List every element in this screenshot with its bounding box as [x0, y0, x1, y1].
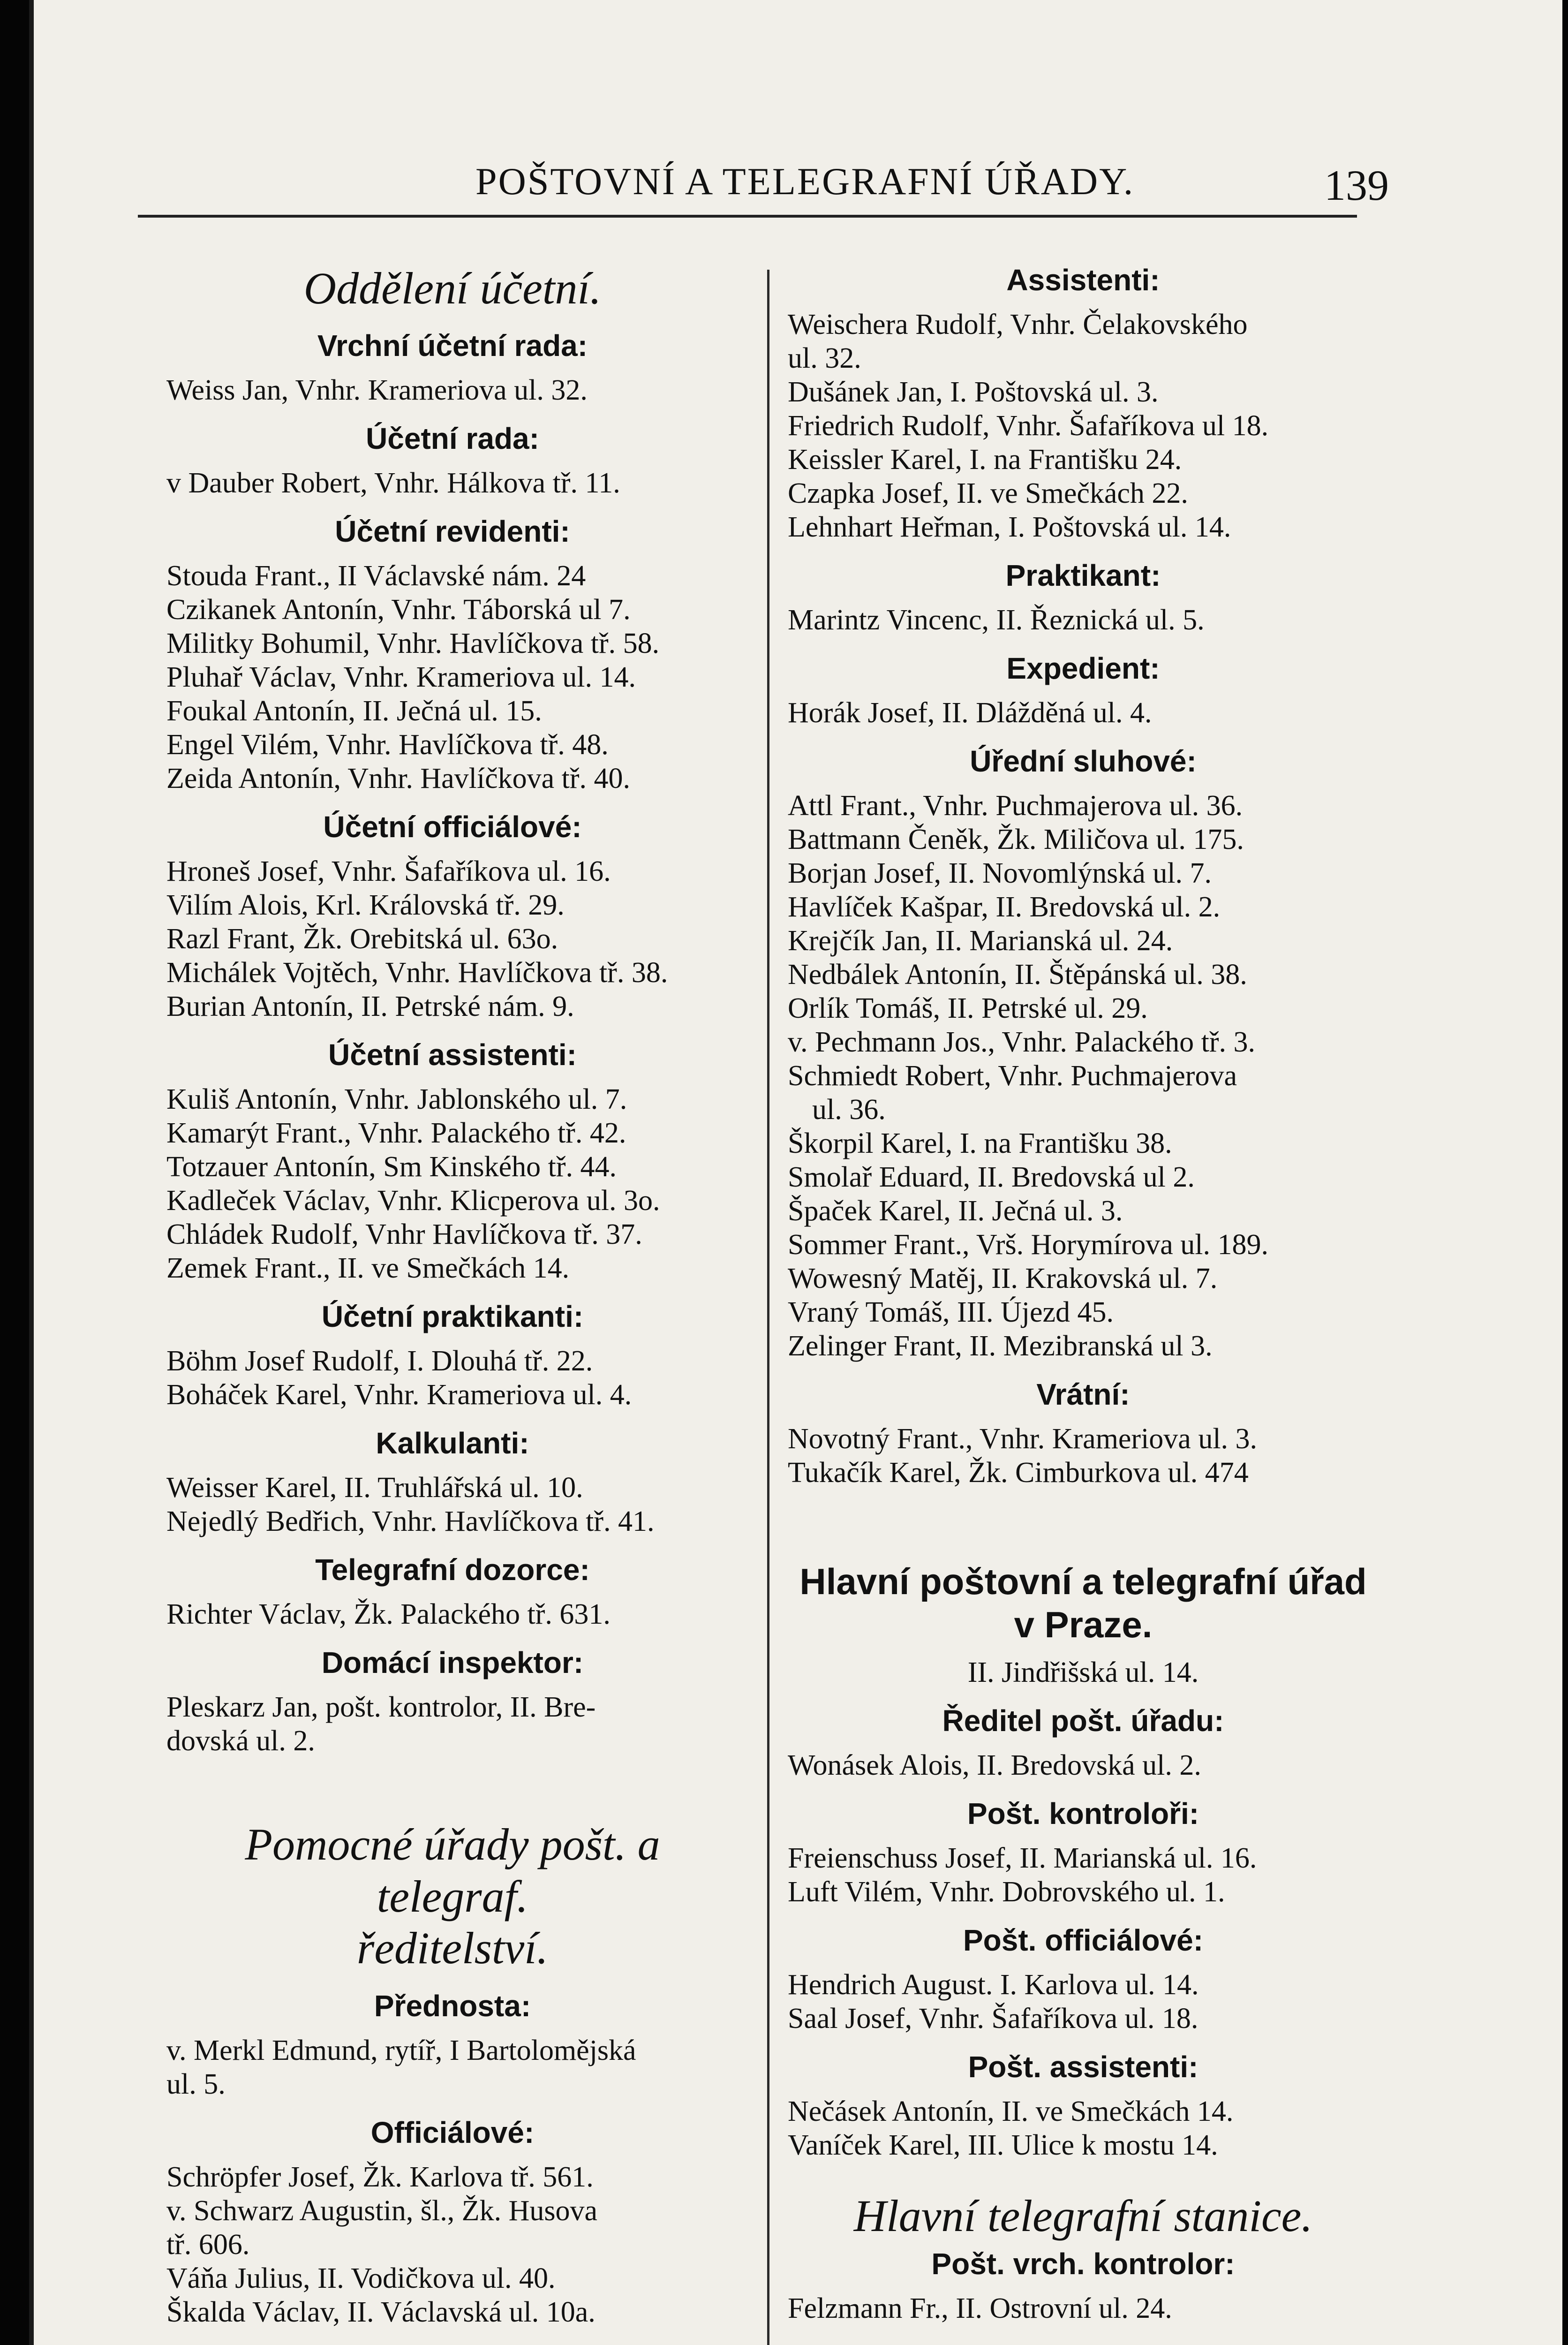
page-header — [138, 159, 1389, 225]
heading-prednosta: Přednosta: — [374, 1989, 531, 2023]
list-item: Friedrich Rudolf, Vnhr. Šafaříkova ul 18. — [788, 410, 1269, 442]
heading-ucetni-praktikanti: Účetní praktikanti: — [321, 1300, 584, 1334]
list-item: tř. 606. — [166, 2228, 250, 2261]
heading-vrchni-ucetni-rada: Vrchní účetní rada: — [317, 329, 588, 363]
list-item: Borjan Josef, II. Novomlýnská ul. 7. — [788, 857, 1212, 889]
list-item: Vilím Alois, Krl. Královská tř. 29. — [166, 889, 565, 922]
list-item: Smolař Eduard, II. Bredovská ul 2. — [788, 1161, 1195, 1193]
list-item: Hroneš Josef, Vnhr. Šafaříkova ul. 16. — [166, 855, 611, 888]
section-title-line: Pomocné úřady pošt. a telegraf. — [245, 1819, 660, 1921]
list-item: Špaček Karel, II. Ječná ul. 3. — [788, 1195, 1123, 1227]
list-item: Sommer Frant., Vrš. Horymírova ul. 189. — [788, 1229, 1268, 1261]
list-item: Wonásek Alois, II. Bredovská ul. 2. — [788, 1749, 1201, 1782]
list-item: Škalda Václav, II. Václavská ul. 10a. — [166, 2296, 596, 2328]
list-item: Burian Antonín, II. Petrské nám. 9. — [166, 991, 574, 1023]
heading-telegrafni-dozorce: Telegrafní dozorce: — [315, 1553, 590, 1587]
heading-asistenti: Assistenti: — [1006, 263, 1160, 297]
list-item: Havlíček Kašpar, II. Bredovská ul. 2. — [788, 891, 1221, 923]
list-item: Kamarýt Frant., Vnhr. Palackého tř. 42. — [166, 1117, 626, 1150]
heading-oficialove: Officiálové: — [370, 2115, 535, 2149]
list-item: Krejčík Jan, II. Marianská ul. 24. — [788, 925, 1173, 957]
list-item: Keissler Karel, I. na Františku 24. — [788, 444, 1182, 476]
list-item: Kadleček Václav, Vnhr. Klicperova ul. 3o. — [166, 1185, 660, 1217]
list-item: Vaníček Karel, III. Ulice k mostu 14. — [788, 2129, 1218, 2162]
list-item: Czapka Josef, II. ve Smečkách 22. — [788, 477, 1188, 509]
list-item: Michálek Vojtěch, Vnhr. Havlíčkova tř. 38. — [166, 957, 668, 989]
heading-praktikant: Praktikant: — [1005, 559, 1161, 592]
list-item: Chládek Rudolf, Vnhr Havlíčkova tř. 37. — [166, 1218, 642, 1251]
list-item: Zemek Frant., II. ve Smečkách 14. — [166, 1252, 570, 1285]
list-item: Czikanek Antonín, Vnhr. Táborská ul 7. — [166, 594, 631, 626]
list-item: Engel Vilém, Vnhr. Havlíčkova tř. 48. — [166, 729, 609, 761]
list-item: Škorpil Karel, I. na Františku 38. — [788, 1127, 1172, 1159]
list-item: Freienschuss Josef, II. Marianská ul. 16. — [788, 1842, 1257, 1875]
list-item: Tukačík Karel, Žk. Cimburkova ul. 474 — [788, 1457, 1249, 1489]
list-item: Nejedlý Bedřich, Vnhr. Havlíčkova tř. 41. — [166, 1505, 655, 1538]
heading-hlavni-postovni-urad — [788, 1560, 1379, 1646]
list-item: Nedbálek Antonín, II. Štěpánská ul. 38. — [788, 959, 1247, 991]
list-item: Novotný Frant., Vnhr. Krameriova ul. 3. — [788, 1423, 1258, 1455]
list-item: Zeida Antonín, Vnhr. Havlíčkova tř. 40. — [166, 763, 630, 795]
right-column — [788, 263, 1379, 2325]
page-left-edge — [29, 0, 34, 2345]
list-item: dovská ul. 2. — [166, 1725, 315, 1757]
heading-uredni-sluhove: Úřední sluhové: — [970, 744, 1197, 778]
list-item: Kuliš Antonín, Vnhr. Jablonského ul. 7. — [166, 1083, 627, 1116]
heading-kontrolori: Pošt. kontroloři: — [967, 1797, 1199, 1831]
list-item: v. Pechmann Jos., Vnhr. Palackého tř. 3. — [788, 1026, 1256, 1058]
list-item: Marintz Vincenc, II. Řeznická ul. 5. — [788, 604, 1205, 636]
book-spine-shadow — [0, 0, 29, 2345]
heading-ucetni-rada: Účetní rada: — [366, 422, 539, 456]
list-item: Schmiedt Robert, Vnhr. Puchmajerova — [788, 1060, 1237, 1092]
main-office-address: II. Jindřišská ul. 14. — [967, 1657, 1199, 1689]
list-item: Richter Václav, Žk. Palackého tř. 631. — [166, 1598, 611, 1631]
list-item: Totzauer Antonín, Sm Kinského tř. 44. — [166, 1151, 617, 1183]
list-item: Schröpfer Josef, Žk. Karlova tř. 561. — [166, 2161, 594, 2193]
section-title-oddeleni-ucetni: Oddělení účetní. — [303, 263, 602, 313]
list-item: Pluhař Václav, Vnhr. Krameriova ul. 14. — [166, 661, 636, 694]
running-head: POŠTOVNÍ A TELEGRAFNÍ ÚŘADY. — [475, 160, 1135, 203]
heading-vrch-kontrolor: Pošt. vrch. kontrolor: — [931, 2247, 1235, 2281]
list-item: Luft Vilém, Vnhr. Dobrovského ul. 1. — [788, 1876, 1225, 1908]
list-item: Váňa Julius, II. Vodičkova ul. 40. — [166, 2262, 556, 2294]
list-item: Saal Josef, Vnhr. Šafaříkova ul. 18. — [788, 2003, 1199, 2035]
list-item: Horák Josef, II. Dlážděná ul. 4. — [788, 697, 1152, 729]
heading-expedient: Expedient: — [1006, 651, 1160, 685]
list-item: Felzmann Fr., II. Ostrovní ul. 24. — [788, 2292, 1172, 2325]
list-item: v. Merkl Edmund, rytíř, I Bartolomějská — [166, 2034, 636, 2066]
list-item: Foukal Antonín, II. Ječná ul. 15. — [166, 695, 542, 727]
list-item: Nečásek Antonín, II. ve Smečkách 14. — [788, 2095, 1234, 2128]
list-item: ul. 5. — [166, 2068, 226, 2100]
list-item: Böhm Josef Rudolf, I. Dlouhá tř. 22. — [166, 1345, 593, 1377]
list-item: Battmann Čeněk, Žk. Miličova ul. 175. — [788, 824, 1244, 855]
column-divider — [767, 270, 769, 2345]
list-item: Razl Frant, Žk. Orebitská ul. 63o. — [166, 923, 558, 955]
heading-ucetni-asistenti: Účetní assistenti: — [328, 1038, 577, 1072]
list-item: ul. 36. — [812, 1094, 886, 1126]
left-column — [166, 263, 739, 2329]
heading-domaci-inspektor: Domácí inspektor: — [321, 1646, 584, 1680]
list-item: Stouda Frant., II Václavské nám. 24 — [166, 560, 586, 592]
section-title-hlavni-telegrafni-stanice: Hlavní telegrafní stanice. — [853, 2191, 1313, 2241]
section-title-pomocne-urady — [166, 1819, 739, 1974]
list-item: Wowesný Matěj, II. Krakovská ul. 7. — [788, 1263, 1218, 1294]
list-item: v. Schwarz Augustin, šl., Žk. Husova — [166, 2194, 598, 2227]
list-item: Weischera Rudolf, Vnhr. Čelakovského — [788, 309, 1248, 340]
heading-line: v Praze. — [1014, 1604, 1153, 1646]
heading-post-oficialove: Pošt. officiálové: — [963, 1923, 1204, 1958]
list-item: Weisser Karel, II. Truhlářská ul. 10. — [166, 1472, 583, 1504]
list-item: Hendrich August. I. Karlova ul. 14. — [788, 1969, 1199, 2001]
list-item: ul. 32. — [788, 342, 861, 374]
heading-ucetni-oficialove: Účetní officiálové: — [323, 810, 582, 844]
list-item: Lehnhart Heřman, I. Poštovská ul. 14. — [788, 511, 1231, 543]
header-rule — [138, 215, 1357, 218]
list-item: Pleskarz Jan, pošt. kontrolor, II. Bre- — [166, 1691, 596, 1724]
heading-line: Hlavní poštovní a telegrafní úřad — [799, 1561, 1367, 1602]
list-item: Boháček Karel, Vnhr. Krameriova ul. 4. — [166, 1379, 632, 1411]
list-item: Attl Frant., Vnhr. Puchmajerova ul. 36. — [788, 790, 1243, 822]
section-title-line: ředitelství. — [357, 1923, 548, 1974]
page-number: 139 — [1324, 161, 1389, 209]
list-item: Weiss Jan, Vnhr. Krameriova ul. 32. — [166, 374, 588, 407]
heading-reditel: Ředitel pošt. úřadu: — [942, 1704, 1224, 1738]
heading-kalkulanti: Kalkulanti: — [376, 1426, 529, 1460]
list-item: Militky Bohumil, Vnhr. Havlíčkova tř. 58. — [166, 628, 660, 660]
heading-ucetni-revidenti: Účetní revidenti: — [335, 514, 570, 549]
heading-vratni: Vrátní: — [1036, 1377, 1130, 1411]
list-item: Vraný Tomáš, III. Újezd 45. — [788, 1296, 1114, 1328]
heading-post-asistenti: Pošt. assistenti: — [968, 2050, 1199, 2084]
list-item: Orlík Tomáš, II. Petrské ul. 29. — [788, 992, 1148, 1024]
list-item: v Dauber Robert, Vnhr. Hálkova tř. 11. — [166, 467, 620, 499]
list-item: Dušánek Jan, I. Poštovská ul. 3. — [788, 376, 1159, 408]
list-item: Zelinger Frant, II. Mezibranská ul 3. — [788, 1330, 1213, 1362]
